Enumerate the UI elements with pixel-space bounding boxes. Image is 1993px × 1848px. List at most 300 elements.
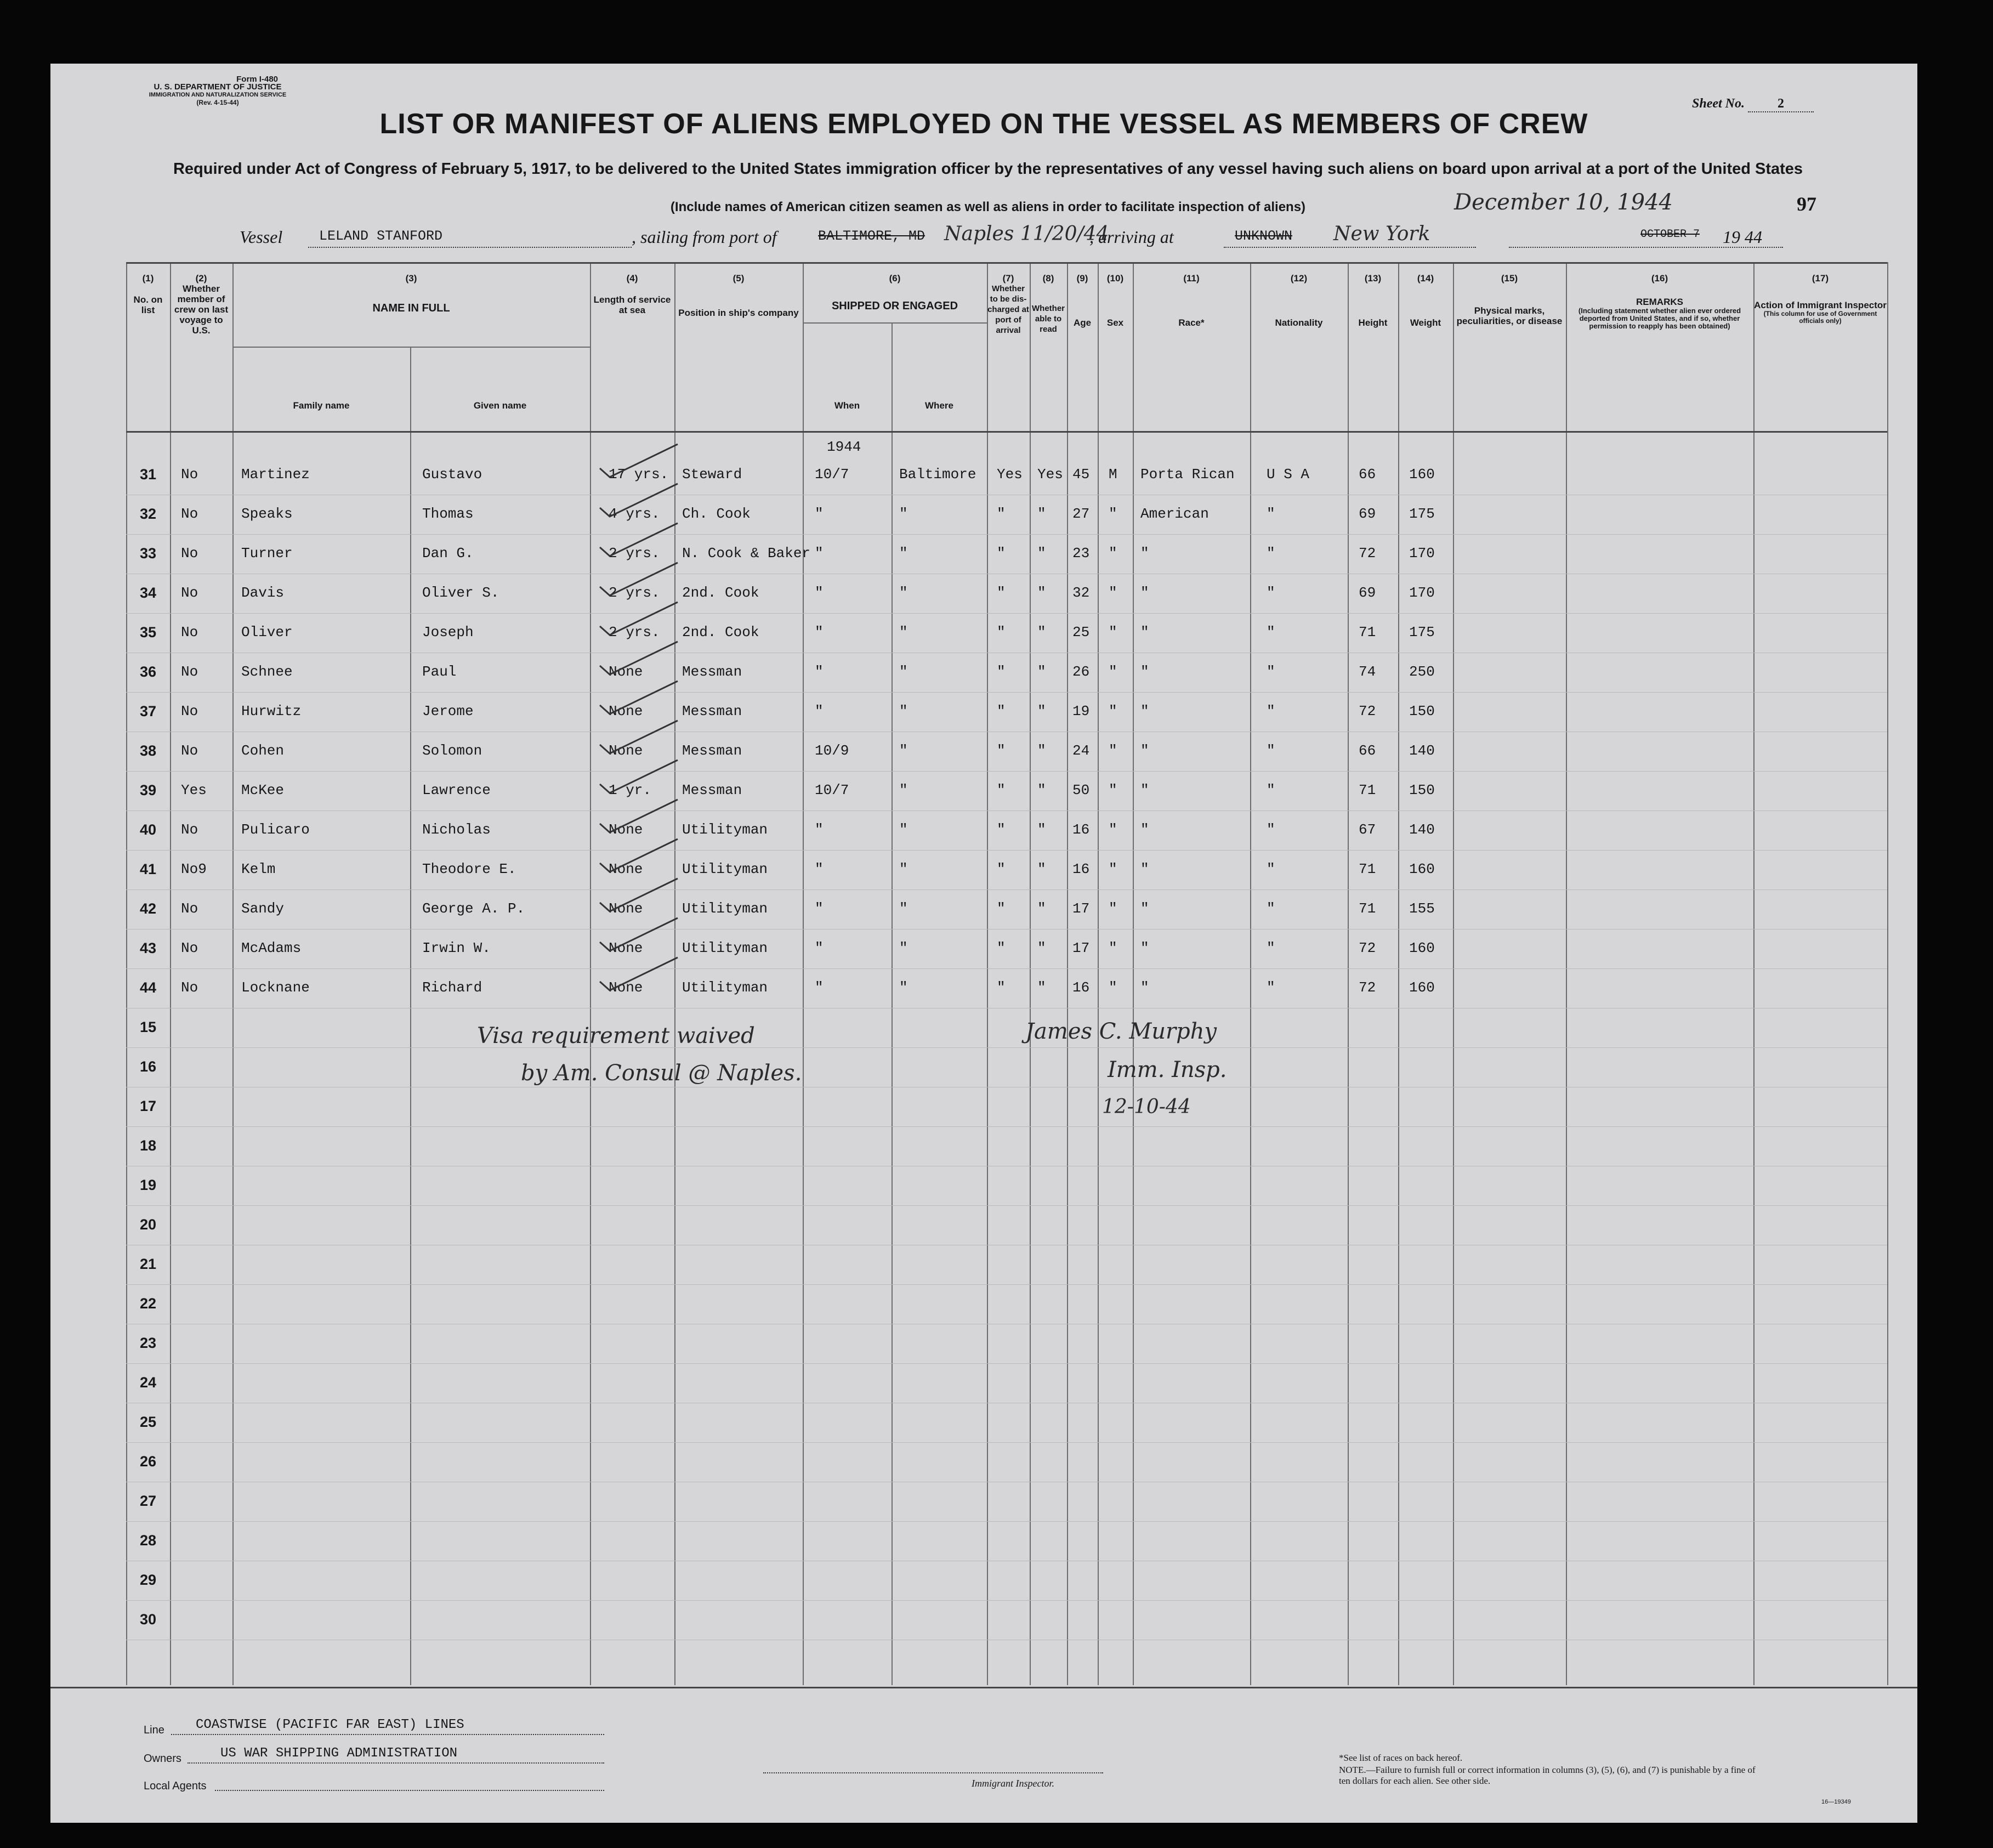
discharged-cell: " <box>997 664 1006 680</box>
family-name-cell: Schnee <box>241 664 293 680</box>
nationality-cell: " <box>1267 624 1275 640</box>
given-name-cell: Theodore E. <box>422 861 516 877</box>
page-title: LIST OR MANIFEST OF ALIENS EMPLOYED ON THE VESSEL AS MEMBERS OF CREW <box>379 108 1588 140</box>
crew-table <box>126 262 1887 1685</box>
given-name-cell: Jerome <box>422 703 474 719</box>
where-cell: " <box>899 782 908 798</box>
form-id: Form I-480 <box>236 75 278 84</box>
position-cell: 2nd. Cook <box>682 585 759 601</box>
family-name-cell: Pulicaro <box>241 821 310 838</box>
age-cell: 16 <box>1072 861 1090 877</box>
when-cell: " <box>815 979 824 996</box>
form-rev: (Rev. 4-15-44) <box>196 99 239 106</box>
read-cell: " <box>1037 821 1046 838</box>
family-name-cell: McAdams <box>241 940 302 956</box>
discharged-cell: Yes <box>997 466 1023 483</box>
prev-voyage-cell: Yes <box>181 782 207 798</box>
when-cell: " <box>815 861 824 877</box>
check-mark-icon <box>598 560 680 599</box>
local-agents-label: Local Agents <box>144 1780 207 1792</box>
service-cell: None <box>609 900 643 917</box>
position-cell: Steward <box>682 466 742 483</box>
year-note: 1944 <box>827 439 861 455</box>
read-cell: " <box>1037 782 1046 798</box>
given-name-cell: Thomas <box>422 506 474 522</box>
when-cell: " <box>815 545 824 562</box>
check-mark-icon <box>598 639 680 678</box>
row-number: 31 <box>139 466 157 483</box>
read-cell: " <box>1037 940 1046 956</box>
row-number: 25 <box>139 1414 157 1430</box>
given-name-cell: Nicholas <box>422 821 491 838</box>
when-cell: " <box>815 585 824 601</box>
row-number: 32 <box>139 506 157 522</box>
row-number: 44 <box>139 979 157 996</box>
inspector-label: Immigrant Inspector. <box>972 1778 1054 1789</box>
family-name-cell: McKee <box>241 782 285 798</box>
given-name-cell: Dan G. <box>422 545 474 562</box>
read-cell: " <box>1037 624 1046 640</box>
position-cell: Utilityman <box>682 979 768 996</box>
sex-cell: " <box>1109 624 1117 640</box>
discharged-cell: " <box>997 861 1006 877</box>
sheet-label: Sheet No. <box>1692 97 1745 111</box>
header-where: Where <box>925 400 953 411</box>
header-race: (11) Race* <box>1178 273 1205 328</box>
when-cell: " <box>815 703 824 719</box>
check-mark-icon <box>598 442 680 480</box>
where-cell: " <box>899 900 908 917</box>
vessel-underline <box>308 247 632 248</box>
header-read: (8) Whether able to read <box>1032 273 1065 334</box>
given-name-cell: Oliver S. <box>422 585 499 601</box>
races-note: *See list of races on back hereof. <box>1339 1753 1463 1763</box>
family-name-cell: Davis <box>241 585 285 601</box>
race-cell: " <box>1140 664 1149 680</box>
prev-voyage-cell: No <box>181 703 198 719</box>
manifest-sheet <box>50 64 1917 1823</box>
row-number: 19 <box>139 1177 157 1193</box>
row-number: 26 <box>139 1453 157 1470</box>
owners-label: Owners <box>144 1753 181 1765</box>
header-service: (4) Length of service at sea <box>593 273 671 315</box>
check-mark-icon <box>598 955 680 994</box>
height-cell: 69 <box>1359 585 1376 601</box>
year: 19 44 <box>1723 227 1762 247</box>
row-number: 27 <box>139 1493 157 1509</box>
prev-voyage-cell: No <box>181 506 198 522</box>
age-cell: 17 <box>1072 900 1090 917</box>
service-cell: 2 yrs. <box>609 585 660 601</box>
sex-cell: " <box>1109 979 1117 996</box>
position-cell: Utilityman <box>682 900 768 917</box>
family-name-cell: Speaks <box>241 506 293 522</box>
race-cell: " <box>1140 703 1149 719</box>
read-cell: Yes <box>1037 466 1063 483</box>
family-name-cell: Hurwitz <box>241 703 302 719</box>
header-when: When <box>834 400 860 411</box>
where-cell: " <box>899 742 908 759</box>
age-cell: 16 <box>1072 979 1090 996</box>
weight-cell: 160 <box>1409 466 1435 483</box>
weight-cell: 170 <box>1409 545 1435 562</box>
age-cell: 26 <box>1072 664 1090 680</box>
discharged-cell: " <box>997 782 1006 798</box>
family-name-cell: Sandy <box>241 900 285 917</box>
prev-voyage-cell: No <box>181 624 198 640</box>
row-number: 38 <box>139 742 157 759</box>
header-action: (17) Action of Immigrant Inspector (This column for use of Government officials only) <box>1754 273 1887 325</box>
height-cell: 66 <box>1359 742 1376 759</box>
prev-voyage-cell: No <box>181 545 198 562</box>
where-cell: " <box>899 979 908 996</box>
discharged-cell: " <box>997 979 1006 996</box>
sheet-value: 2 <box>1748 97 1814 112</box>
weight-cell: 175 <box>1409 624 1435 640</box>
nationality-cell: " <box>1267 979 1275 996</box>
header-shipped: (6) SHIPPED OR ENGAGED <box>831 273 958 312</box>
form-code: 16—19349 <box>1821 1799 1851 1805</box>
when-cell: 10/7 <box>815 466 849 483</box>
row-number: 42 <box>139 900 157 917</box>
row-number: 22 <box>139 1295 157 1312</box>
read-cell: " <box>1037 900 1046 917</box>
where-cell: " <box>899 940 908 956</box>
discharged-cell: " <box>997 940 1006 956</box>
row-number: 34 <box>139 585 157 601</box>
family-name-cell: Locknane <box>241 979 310 996</box>
vessel-label: Vessel <box>240 227 283 247</box>
row-number: 28 <box>139 1532 157 1549</box>
height-cell: 67 <box>1359 821 1376 838</box>
line-value: COASTWISE (PACIFIC FAR EAST) LINES <box>196 1717 464 1732</box>
service-cell: 4 yrs. <box>609 506 660 522</box>
given-name-cell: Richard <box>422 979 482 996</box>
weight-cell: 140 <box>1409 742 1435 759</box>
sex-cell: " <box>1109 585 1117 601</box>
header-age: (9) Age <box>1073 273 1092 328</box>
discharged-cell: " <box>997 624 1006 640</box>
nationality-cell: " <box>1267 703 1275 719</box>
where-cell: " <box>899 545 908 562</box>
arriving-port-typed: UNKNOWN <box>1235 228 1293 244</box>
read-cell: " <box>1037 545 1046 562</box>
read-cell: " <box>1037 703 1046 719</box>
race-cell: " <box>1140 585 1149 601</box>
penalty-note: NOTE.—Failure to furnish full or correct information in columns (3), (5), (6), and (7) is punishable by a fine of ten dollars for each alien. See other side. <box>1339 1765 1756 1786</box>
weight-cell: 170 <box>1409 585 1435 601</box>
sex-cell: " <box>1109 821 1117 838</box>
check-mark-icon <box>598 876 680 915</box>
height-cell: 71 <box>1359 861 1376 877</box>
age-cell: 25 <box>1072 624 1090 640</box>
position-cell: Utilityman <box>682 821 768 838</box>
when-cell: " <box>815 506 824 522</box>
weight-cell: 150 <box>1409 703 1435 719</box>
family-name-cell: Turner <box>241 545 293 562</box>
height-cell: 72 <box>1359 979 1376 996</box>
header-height: (13) Height <box>1358 273 1388 328</box>
age-cell: 45 <box>1072 466 1090 483</box>
position-cell: N. Cook & Baker <box>682 545 811 562</box>
footer <box>50 1687 1917 1823</box>
where-cell: " <box>899 861 908 877</box>
sailing-port-typed: BALTIMORE, MD <box>818 228 925 244</box>
when-cell: 10/7 <box>815 782 849 798</box>
race-cell: American <box>1140 506 1209 522</box>
given-name-cell: Solomon <box>422 742 482 759</box>
nationality-cell: " <box>1267 900 1275 917</box>
prev-voyage-cell: No <box>181 742 198 759</box>
race-cell: Porta Rican <box>1140 466 1235 483</box>
row-number: 21 <box>139 1256 157 1272</box>
where-cell: " <box>899 664 908 680</box>
header-physical-marks: (15) Physical marks, peculiarities, or disease <box>1456 273 1563 326</box>
service-cell: None <box>609 861 643 877</box>
age-cell: 27 <box>1072 506 1090 522</box>
family-name-cell: Martinez <box>241 466 310 483</box>
sex-cell: " <box>1109 940 1117 956</box>
family-name-cell: Oliver <box>241 624 293 640</box>
service-cell: 2 yrs. <box>609 545 660 562</box>
race-cell: " <box>1140 742 1149 759</box>
sailing-label: , sailing from port of <box>632 227 777 247</box>
given-name-cell: Irwin W. <box>422 940 491 956</box>
race-cell: " <box>1140 940 1149 956</box>
row-number: 29 <box>139 1572 157 1588</box>
discharged-cell: " <box>997 506 1006 522</box>
header-family-name: Family name <box>293 400 350 411</box>
inspector-signature: James C. Murphy <box>1025 1019 1217 1044</box>
row-number: 33 <box>139 545 157 562</box>
when-cell: " <box>815 624 824 640</box>
row-number: 41 <box>139 861 157 877</box>
where-cell: " <box>899 703 908 719</box>
service-cell: 2 yrs. <box>609 624 660 640</box>
family-name-cell: Kelm <box>241 861 276 877</box>
check-mark-icon <box>598 758 680 796</box>
height-cell: 74 <box>1359 664 1376 680</box>
vessel-name: LELAND STANFORD <box>319 228 443 244</box>
given-name-cell: Paul <box>422 664 457 680</box>
visa-note-line1: Visa requirement waived <box>477 1023 755 1048</box>
prev-voyage-cell: No <box>181 585 198 601</box>
when-cell: " <box>815 940 824 956</box>
arriving-underline <box>1224 247 1476 248</box>
height-cell: 71 <box>1359 624 1376 640</box>
weight-cell: 140 <box>1409 821 1435 838</box>
row-number: 39 <box>139 782 157 798</box>
race-cell: " <box>1140 624 1149 640</box>
page-number: 97 <box>1797 193 1816 215</box>
weight-cell: 155 <box>1409 900 1435 917</box>
service-cell: 17 yrs. <box>609 466 669 483</box>
weight-cell: 160 <box>1409 940 1435 956</box>
position-cell: Ch. Cook <box>682 506 751 522</box>
check-mark-icon <box>598 797 680 836</box>
family-name-cell: Cohen <box>241 742 285 759</box>
header-no: (1) No. on list <box>133 273 163 315</box>
weight-cell: 160 <box>1409 979 1435 996</box>
row-number: 40 <box>139 821 157 838</box>
visa-note-line2: by Am. Consul @ Naples. <box>521 1061 802 1086</box>
read-cell: " <box>1037 585 1046 601</box>
header-discharged: (7) Whether to be dis-charged at port of arrival <box>987 273 1029 335</box>
prev-voyage-cell: No <box>181 900 198 917</box>
race-cell: " <box>1140 545 1149 562</box>
prev-voyage-cell: No <box>181 664 198 680</box>
form-header <box>135 76 300 106</box>
sex-cell: " <box>1109 703 1117 719</box>
weight-cell: 175 <box>1409 506 1435 522</box>
sex-cell: " <box>1109 664 1117 680</box>
row-number: 16 <box>139 1058 157 1075</box>
header-name: (3) NAME IN FULL <box>372 273 450 314</box>
prev-voyage-cell: No <box>181 940 198 956</box>
read-cell: " <box>1037 664 1046 680</box>
race-cell: " <box>1140 782 1149 798</box>
header-remarks: (16) REMARKS (Including statement whether alien ever ordered deported from United States, and if so, whether permission to reapply has been obtained) <box>1578 273 1741 330</box>
race-cell: " <box>1140 979 1149 996</box>
row-number: 17 <box>139 1098 157 1114</box>
service-cell: None <box>609 940 643 956</box>
date-handwritten: December 10, 1944 <box>1454 190 1673 215</box>
race-cell: " <box>1140 861 1149 877</box>
nationality-cell: U S A <box>1267 466 1310 483</box>
discharged-cell: " <box>997 900 1006 917</box>
position-cell: Messman <box>682 664 742 680</box>
arriving-port-handwritten: New York <box>1333 223 1430 245</box>
discharged-cell: " <box>997 821 1006 838</box>
given-name-cell: George A. P. <box>422 900 525 917</box>
subtitle: Required under Act of Congress of February 5, 1917, to be delivered to the United States immigration officer by the representatives of any vessel having such aliens on board upon arrival at a port of the United States <box>173 160 1803 178</box>
nationality-cell: " <box>1267 585 1275 601</box>
nationality-cell: " <box>1267 940 1275 956</box>
read-cell: " <box>1037 861 1046 877</box>
header-sex: (10) Sex <box>1106 273 1124 328</box>
position-cell: Utilityman <box>682 861 768 877</box>
sailing-port-handwritten: Naples 11/20/44 <box>944 223 1109 245</box>
header-position: (5) Position in ship's company <box>678 273 799 318</box>
height-cell: 71 <box>1359 900 1376 917</box>
check-mark-icon <box>598 679 680 717</box>
sex-cell: " <box>1109 900 1117 917</box>
nationality-cell: " <box>1267 545 1275 562</box>
sex-cell: " <box>1109 545 1117 562</box>
header-prev-voyage: (2) Whether member of crew on last voyage to U.S. <box>174 273 229 336</box>
age-cell: 23 <box>1072 545 1090 562</box>
row-number: 23 <box>139 1335 157 1351</box>
sex-cell: " <box>1109 782 1117 798</box>
height-cell: 72 <box>1359 940 1376 956</box>
check-mark-icon <box>598 837 680 875</box>
header-given-name: Given name <box>473 400 527 411</box>
height-cell: 71 <box>1359 782 1376 798</box>
form-dept: U. S. DEPARTMENT OF JUSTICE <box>154 82 282 92</box>
prev-voyage-cell: No <box>181 821 198 838</box>
check-mark-icon <box>598 481 680 520</box>
race-cell: " <box>1140 821 1149 838</box>
service-cell: None <box>609 979 643 996</box>
given-name-cell: Joseph <box>422 624 474 640</box>
discharged-cell: " <box>997 545 1006 562</box>
discharged-cell: " <box>997 703 1006 719</box>
date-typed: OCTOBER 7 <box>1640 228 1700 241</box>
sex-cell: " <box>1109 861 1117 877</box>
nationality-cell: " <box>1267 506 1275 522</box>
check-mark-icon <box>598 718 680 757</box>
age-cell: 16 <box>1072 821 1090 838</box>
row-number: 35 <box>139 624 157 640</box>
read-cell: " <box>1037 979 1046 996</box>
service-cell: 1 yr. <box>609 782 652 798</box>
date-underline <box>1509 247 1783 248</box>
race-cell: " <box>1140 900 1149 917</box>
read-cell: " <box>1037 742 1046 759</box>
service-cell: None <box>609 664 643 680</box>
nationality-cell: " <box>1267 742 1275 759</box>
age-cell: 17 <box>1072 940 1090 956</box>
when-cell: " <box>815 821 824 838</box>
service-cell: None <box>609 821 643 838</box>
height-cell: 66 <box>1359 466 1376 483</box>
where-cell: " <box>899 506 908 522</box>
position-cell: Messman <box>682 703 742 719</box>
inspector-title: Imm. Insp. <box>1108 1057 1227 1082</box>
sex-cell: M <box>1109 466 1117 483</box>
when-cell: 10/9 <box>815 742 849 759</box>
inspection-date: 12-10-44 <box>1102 1096 1191 1118</box>
given-name-cell: Gustavo <box>422 466 482 483</box>
row-number: 30 <box>139 1611 157 1628</box>
weight-cell: 250 <box>1409 664 1435 680</box>
line-label: Line <box>144 1724 164 1736</box>
discharged-cell: " <box>997 742 1006 759</box>
discharged-cell: " <box>997 585 1006 601</box>
arriving-label: , arriving at <box>1089 227 1174 247</box>
check-mark-icon <box>598 916 680 954</box>
row-number: 24 <box>139 1374 157 1391</box>
read-cell: " <box>1037 506 1046 522</box>
prev-voyage-cell: No <box>181 979 198 996</box>
where-cell: " <box>899 624 908 640</box>
header-weight: (14) Weight <box>1410 273 1441 328</box>
weight-cell: 150 <box>1409 782 1435 798</box>
row-number: 20 <box>139 1216 157 1233</box>
prev-voyage-cell: No9 <box>181 861 207 877</box>
sex-cell: " <box>1109 742 1117 759</box>
row-number: 15 <box>139 1019 157 1035</box>
prev-voyage-cell: No <box>181 466 198 483</box>
row-number: 37 <box>139 703 157 719</box>
height-cell: 72 <box>1359 703 1376 719</box>
age-cell: 32 <box>1072 585 1090 601</box>
age-cell: 19 <box>1072 703 1090 719</box>
given-name-cell: Lawrence <box>422 782 491 798</box>
age-cell: 50 <box>1072 782 1090 798</box>
nationality-cell: " <box>1267 861 1275 877</box>
form-service: IMMIGRATION AND NATURALIZATION SERVICE <box>149 92 287 98</box>
nationality-cell: " <box>1267 664 1275 680</box>
position-cell: Messman <box>682 782 742 798</box>
nationality-cell: " <box>1267 782 1275 798</box>
when-cell: " <box>815 664 824 680</box>
check-mark-icon <box>598 521 680 559</box>
service-cell: None <box>609 742 643 759</box>
height-cell: 72 <box>1359 545 1376 562</box>
header-nationality: (12) Nationality <box>1275 273 1323 328</box>
owners-value: US WAR SHIPPING ADMINISTRATION <box>220 1746 458 1761</box>
